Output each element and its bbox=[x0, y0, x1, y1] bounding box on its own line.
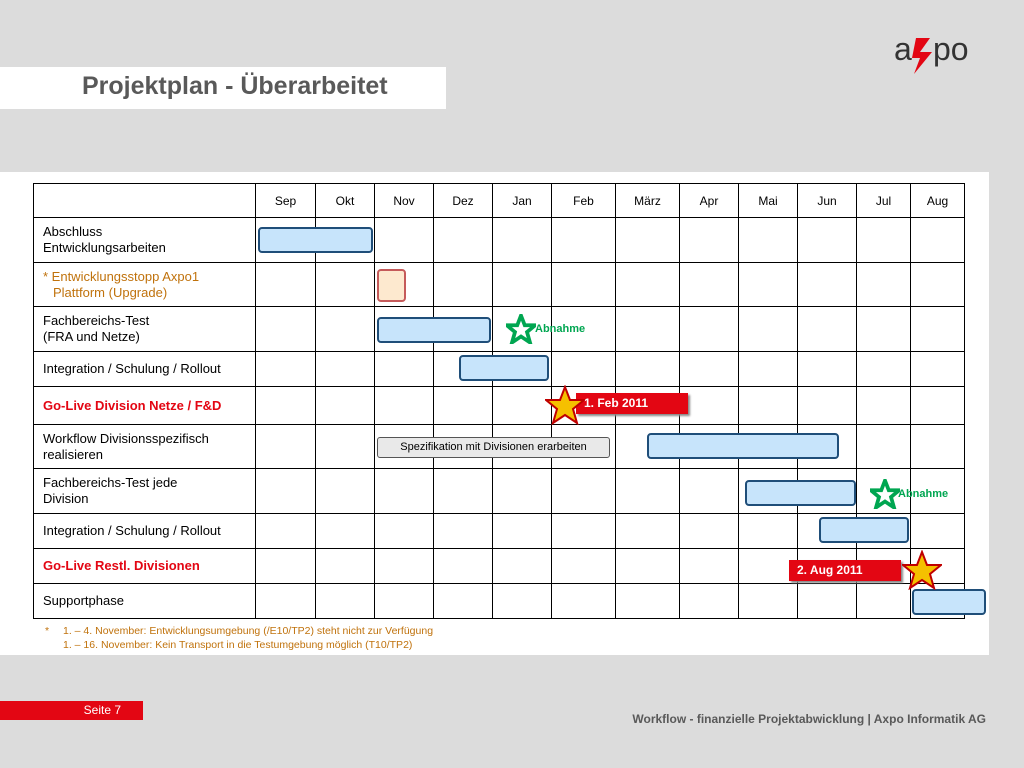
month-cell bbox=[680, 514, 739, 549]
row-label-line-1: Integration / Schulung / Rollout bbox=[43, 361, 221, 376]
month-cell bbox=[256, 387, 316, 425]
table-row bbox=[34, 263, 965, 307]
month-cell bbox=[434, 514, 493, 549]
month-cell bbox=[739, 584, 798, 619]
month-cell bbox=[256, 469, 316, 514]
month-cell bbox=[616, 549, 680, 584]
month-cell bbox=[375, 514, 434, 549]
row-label bbox=[34, 514, 256, 549]
month-cell bbox=[911, 514, 965, 549]
row-label-line-1: Go-Live Restl. Divisionen bbox=[43, 558, 200, 573]
row-label-line-1: Integration / Schulung / Rollout bbox=[43, 523, 221, 538]
month-cell bbox=[616, 352, 680, 387]
month-cell bbox=[739, 352, 798, 387]
bar-fachbereichs-test-division bbox=[745, 480, 856, 506]
month-cell bbox=[680, 307, 739, 352]
month-header: Jun bbox=[798, 184, 857, 218]
row-label-line-1: Supportphase bbox=[43, 593, 124, 608]
month-cell bbox=[798, 352, 857, 387]
month-header: Apr bbox=[680, 184, 739, 218]
row-label bbox=[34, 387, 256, 425]
footnote: * 1. – 4. November: Entwicklungsumgebung (/E10/TP2) steht nicht zur Verfügung 1. – 16. November: Kein Transport in die Testumgebung möglich (T10/TP2) bbox=[45, 625, 434, 651]
month-cell bbox=[493, 469, 552, 514]
month-cell bbox=[316, 514, 375, 549]
month-cell bbox=[857, 387, 911, 425]
page-number: Seite 7 bbox=[0, 701, 143, 720]
month-cell bbox=[616, 584, 680, 619]
abnahme-label-1: Abnahme bbox=[535, 323, 586, 335]
month-header: Okt bbox=[316, 184, 375, 218]
row-label-line-2: Plattform (Upgrade) bbox=[53, 284, 168, 300]
month-cell bbox=[493, 263, 552, 307]
star-icon bbox=[902, 550, 942, 590]
month-cell bbox=[316, 469, 375, 514]
month-header: Jan bbox=[493, 184, 552, 218]
month-cell bbox=[616, 263, 680, 307]
month-cell bbox=[256, 425, 316, 469]
row-label-line-2: Division bbox=[43, 491, 89, 506]
month-cell bbox=[256, 307, 316, 352]
month-cell bbox=[434, 263, 493, 307]
month-cell bbox=[256, 549, 316, 584]
month-cell bbox=[857, 425, 911, 469]
month-cell bbox=[316, 352, 375, 387]
bar-integration-1 bbox=[459, 355, 549, 381]
month-cell bbox=[680, 387, 739, 425]
milestone-golive-2: 2. Aug 2011 bbox=[789, 560, 901, 581]
month-cell bbox=[911, 352, 965, 387]
bar-abschluss bbox=[258, 227, 373, 253]
month-cell bbox=[434, 549, 493, 584]
month-cell bbox=[375, 469, 434, 514]
bar-workflow-realisieren bbox=[647, 433, 839, 459]
month-cell bbox=[375, 387, 434, 425]
month-cell bbox=[857, 218, 911, 263]
month-cell bbox=[316, 549, 375, 584]
table-row bbox=[34, 387, 965, 425]
month-cell bbox=[739, 387, 798, 425]
month-cell bbox=[798, 307, 857, 352]
month-cell bbox=[434, 387, 493, 425]
month-cell bbox=[680, 218, 739, 263]
row-label-line-2: (FRA und Netze) bbox=[43, 329, 140, 344]
month-cell bbox=[493, 584, 552, 619]
month-cell bbox=[493, 514, 552, 549]
month-cell bbox=[911, 307, 965, 352]
logo-bolt-icon bbox=[912, 38, 932, 74]
svg-text:po: po bbox=[933, 31, 969, 67]
month-cell bbox=[256, 514, 316, 549]
bar-fachbereichs-test bbox=[377, 317, 491, 343]
month-cell bbox=[552, 584, 616, 619]
month-cell bbox=[375, 549, 434, 584]
month-cell bbox=[911, 387, 965, 425]
milestone-golive-1: 1. Feb 2011 bbox=[576, 393, 688, 414]
month-cell bbox=[680, 352, 739, 387]
month-cell bbox=[739, 307, 798, 352]
svg-text:a: a bbox=[894, 31, 912, 67]
row-label bbox=[34, 218, 256, 263]
footnote-line-1: 1. – 4. November: Entwicklungsumgebung (/E10/TP2) steht nicht zur Verfügung bbox=[63, 625, 434, 637]
row-label-line-2: Entwicklungsarbeiten bbox=[43, 240, 166, 255]
month-cell bbox=[911, 263, 965, 307]
month-cell bbox=[616, 514, 680, 549]
bar-supportphase bbox=[912, 589, 986, 615]
footer-text: Workflow - finanzielle Projektabwicklung | Axpo Informatik AG bbox=[632, 712, 986, 726]
month-cell bbox=[680, 469, 739, 514]
month-cell bbox=[616, 218, 680, 263]
row-label-line-1: Go-Live Division Netze / F&D bbox=[43, 397, 222, 413]
month-header: Sep bbox=[256, 184, 316, 218]
month-cell bbox=[375, 352, 434, 387]
month-cell bbox=[434, 584, 493, 619]
header-empty bbox=[34, 184, 256, 218]
month-cell bbox=[798, 387, 857, 425]
month-header: März bbox=[616, 184, 680, 218]
month-header: Mai bbox=[739, 184, 798, 218]
month-cell bbox=[316, 584, 375, 619]
row-label-line-1: Workflow Divisionsspezifisch bbox=[43, 430, 209, 446]
table-row bbox=[34, 584, 965, 619]
month-cell bbox=[857, 352, 911, 387]
abnahme-star-icon bbox=[506, 314, 536, 344]
month-cell bbox=[857, 307, 911, 352]
month-cell bbox=[434, 218, 493, 263]
month-cell bbox=[256, 263, 316, 307]
axpo-logo bbox=[890, 30, 992, 78]
month-cell bbox=[316, 263, 375, 307]
month-cell bbox=[552, 549, 616, 584]
month-cell bbox=[680, 549, 739, 584]
month-header: Nov bbox=[375, 184, 434, 218]
month-cell bbox=[316, 425, 375, 469]
month-cell bbox=[493, 218, 552, 263]
month-cell bbox=[798, 218, 857, 263]
month-header: Dez bbox=[434, 184, 493, 218]
footnote-line-2: 1. – 16. November: Kein Transport in die Testumgebung möglich (T10/TP2) bbox=[63, 639, 413, 651]
row-label bbox=[34, 584, 256, 619]
month-cell bbox=[798, 263, 857, 307]
month-cell bbox=[616, 307, 680, 352]
row-label-line-1: Fachbereichs-Test bbox=[43, 313, 150, 328]
abnahme-star-icon bbox=[870, 479, 900, 509]
month-cell bbox=[798, 584, 857, 619]
month-cell bbox=[316, 307, 375, 352]
month-cell bbox=[256, 352, 316, 387]
month-cell bbox=[911, 218, 965, 263]
row-label bbox=[34, 549, 256, 584]
month-cell bbox=[256, 584, 316, 619]
row-label bbox=[34, 352, 256, 387]
month-cell bbox=[552, 263, 616, 307]
row-label bbox=[34, 469, 256, 514]
row-label bbox=[34, 425, 256, 469]
month-cell bbox=[911, 425, 965, 469]
month-cell bbox=[680, 263, 739, 307]
month-cell bbox=[552, 352, 616, 387]
month-cell bbox=[857, 263, 911, 307]
month-cell bbox=[493, 549, 552, 584]
month-cell bbox=[375, 218, 434, 263]
row-label-line-2: realisieren bbox=[43, 446, 103, 462]
header-row bbox=[34, 184, 965, 218]
month-cell bbox=[375, 584, 434, 619]
month-cell bbox=[316, 387, 375, 425]
row-label bbox=[34, 307, 256, 352]
row-label-line-1: * Entwicklungsstopp Axpo1 bbox=[43, 268, 200, 284]
month-cell bbox=[552, 469, 616, 514]
month-cell bbox=[552, 514, 616, 549]
abnahme-label-2: Abnahme bbox=[898, 488, 949, 500]
month-cell bbox=[739, 263, 798, 307]
month-cell bbox=[493, 387, 552, 425]
month-cell bbox=[739, 514, 798, 549]
month-cell bbox=[434, 469, 493, 514]
month-header: Feb bbox=[552, 184, 616, 218]
month-header: Jul bbox=[857, 184, 911, 218]
month-cell bbox=[739, 218, 798, 263]
table-row bbox=[34, 218, 965, 263]
month-cell bbox=[616, 469, 680, 514]
row-label bbox=[34, 263, 256, 307]
month-header: Aug bbox=[911, 184, 965, 218]
page-title: Projektplan - Überarbeitet bbox=[82, 72, 388, 100]
gantt-table bbox=[33, 183, 965, 619]
table-row bbox=[34, 307, 965, 352]
bar-spezifikation: Spezifikation mit Divisionen erarbeiten bbox=[377, 437, 610, 458]
bar-entwicklungsstopp bbox=[377, 269, 406, 302]
month-cell bbox=[680, 584, 739, 619]
bar-integration-2 bbox=[819, 517, 909, 543]
row-label-line-1: Abschluss bbox=[43, 224, 103, 239]
row-label-line-1: Fachbereichs-Test jede bbox=[43, 475, 178, 490]
star-icon bbox=[545, 385, 585, 425]
month-cell bbox=[552, 218, 616, 263]
